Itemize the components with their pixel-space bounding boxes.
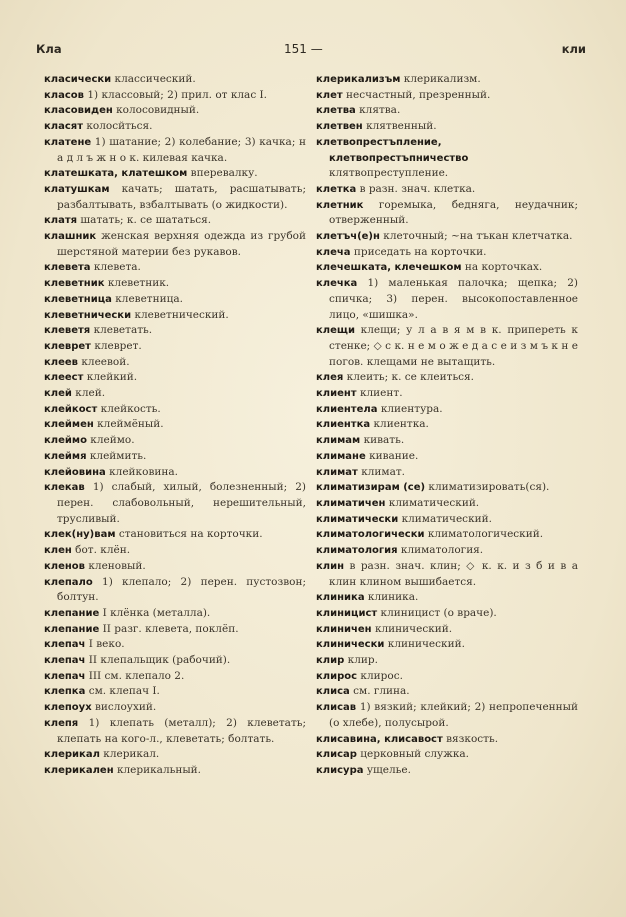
entry-definition: женская верхняя одежда из грубой шерстяной материи без рукавов.	[57, 230, 306, 258]
dictionary-entry	[316, 323, 578, 370]
entry-headword: клечешката, клечешком	[316, 262, 462, 274]
entry-headword: клейовина	[44, 466, 106, 478]
entry-definition: клир.	[347, 654, 378, 667]
entry-definition: несчастный, презренный.	[346, 88, 491, 101]
dictionary-entry	[44, 229, 306, 260]
dictionary-entry	[44, 606, 306, 622]
entry-definition: вперевалку.	[190, 167, 258, 180]
entry-definition: климатический.	[401, 512, 492, 525]
entry-definition: на корточках.	[464, 261, 543, 274]
entry-headword: клетка	[316, 183, 357, 195]
dictionary-entry	[44, 213, 306, 229]
entry-headword: клеча	[316, 246, 351, 258]
entry-definition: классический.	[114, 73, 196, 85]
entry-definition: кивание.	[369, 449, 419, 462]
entry-headword: клиентка	[316, 419, 371, 431]
dictionary-entry	[316, 559, 578, 590]
entry-headword: клекав	[44, 482, 85, 494]
entry-definition: клятвенный.	[366, 120, 437, 133]
dictionary-entry	[316, 88, 578, 104]
dictionary-entry	[44, 700, 306, 716]
dictionary-entry	[44, 449, 306, 465]
entry-definition: приседать на корточки.	[353, 245, 487, 258]
entry-definition: становиться на корточки.	[118, 528, 263, 541]
dictionary-entry	[316, 543, 578, 559]
entry-definition: качать; шатать, расшатывать; разбалтывать, взбалтывать (о жидкости).	[57, 182, 306, 211]
dictionary-entry	[316, 512, 578, 528]
entry-definition: климат.	[361, 465, 405, 478]
entry-definition: III см. клепало 2.	[88, 669, 185, 682]
dictionary-entry	[44, 402, 306, 418]
dictionary-entry	[316, 684, 578, 700]
entry-headword: класически	[44, 74, 112, 85]
dictionary-entry	[316, 245, 578, 261]
entry-headword: класят	[44, 121, 84, 133]
entry-headword: клен	[44, 545, 72, 557]
entry-headword: клисав	[316, 702, 357, 714]
header-left-guideword: Кла	[36, 42, 62, 56]
entry-definition: климатология.	[400, 544, 484, 557]
dictionary-entry	[44, 292, 306, 308]
entry-headword: клет	[316, 89, 343, 101]
entry-headword: клеветнически	[44, 309, 132, 321]
entry-definition: 1) вязкий; клейкий; 2) непропеченный (о хлебе), полусырой.	[329, 701, 579, 729]
entry-definition: колосйться.	[86, 120, 153, 133]
dictionary-entry	[316, 527, 578, 543]
dictionary-entry	[44, 119, 306, 135]
entry-headword: клещи	[316, 325, 355, 337]
dictionary-entry	[44, 480, 306, 527]
dictionary-entry	[316, 763, 578, 779]
dictionary-entry	[44, 308, 306, 324]
dictionary-entry	[44, 72, 306, 88]
dictionary-entry	[316, 417, 578, 433]
dictionary-entry	[44, 763, 306, 779]
entry-definition: клеветник.	[107, 277, 170, 290]
entry-definition: колосовидный.	[116, 104, 200, 117]
entry-definition: клеточный; ~на тъкан клетчатка.	[383, 230, 573, 243]
dictionary-entry	[316, 669, 578, 685]
entry-definition: клевета.	[93, 261, 141, 274]
entry-headword: клепач	[44, 639, 86, 651]
entry-definition: см. клепач I.	[88, 685, 160, 698]
dictionary-entry	[316, 653, 578, 669]
entry-headword: клеймен	[44, 419, 94, 431]
entry-definition: клиентура.	[380, 402, 443, 415]
entry-headword: класов	[44, 89, 84, 101]
dictionary-entry	[44, 653, 306, 669]
entry-definition: клятва.	[359, 104, 401, 117]
entry-definition: в разн. знач. клин; ◇ к. к. и з б и в а клин клином вышибается.	[329, 559, 578, 588]
entry-headword: клепач	[44, 655, 86, 667]
entry-headword: клирос	[316, 670, 358, 682]
entry-headword: клерикализъм	[316, 74, 401, 85]
header-right-guideword: кли	[561, 42, 586, 56]
entry-definition: II клепальщик (рабочий).	[88, 654, 231, 667]
dictionary-entry	[44, 182, 306, 213]
entry-headword: климане	[316, 450, 366, 462]
entry-definition: клиницист (о враче).	[380, 606, 497, 619]
entry-definition: II разг. клевета, поклёп.	[102, 622, 239, 635]
dictionary-entry	[44, 323, 306, 339]
entry-definition: климатизировать(ся).	[428, 481, 550, 494]
dictionary-entry	[44, 622, 306, 638]
entry-headword: клиент	[316, 388, 357, 400]
entry-headword: клерикален	[44, 764, 114, 776]
entry-definition: ущелье.	[366, 763, 411, 776]
dictionary-entry	[44, 135, 306, 166]
dictionary-entry	[44, 417, 306, 433]
dictionary-entry	[44, 669, 306, 685]
entry-definition: в разн. знач. клетка.	[359, 182, 476, 195]
entry-headword: клин	[316, 560, 345, 572]
entry-definition: клиент.	[359, 387, 403, 400]
dictionary-entry	[316, 449, 578, 465]
entry-headword: клепоух	[44, 702, 92, 714]
dictionary-entry	[44, 559, 306, 575]
entry-definition: клейковина.	[109, 465, 178, 478]
entry-headword: клатушкам	[44, 183, 110, 195]
dictionary-entry	[44, 527, 306, 543]
dictionary-entry	[44, 386, 306, 402]
entry-headword: клеветница	[44, 293, 112, 305]
entry-headword: клепание	[44, 623, 100, 635]
entry-headword: клисар	[316, 749, 357, 761]
dictionary-entry	[44, 370, 306, 386]
entry-headword: климатологически	[316, 529, 425, 541]
entry-definition: клеймо.	[90, 434, 135, 447]
entry-definition: 1) клепало; 2) перен. пустозвон; болтун.	[57, 575, 306, 604]
entry-headword: клек(ну)вам	[44, 529, 116, 541]
dictionary-entry	[316, 182, 578, 198]
entry-definition: церковный служка.	[360, 748, 470, 761]
entry-definition: клеветнический.	[134, 308, 229, 321]
dictionary-entry	[316, 496, 578, 512]
dictionary-entry	[316, 386, 578, 402]
entry-headword: клатешката, клатешком	[44, 168, 188, 180]
entry-definition: кленовый.	[88, 559, 146, 572]
entry-definition: клейкий.	[86, 371, 138, 384]
entry-definition: клиника.	[367, 591, 419, 604]
dictionary-entry	[316, 700, 578, 731]
entry-definition: клеветать.	[93, 324, 153, 337]
entry-headword: клатене	[44, 136, 92, 148]
entry-headword: клепач	[44, 670, 86, 682]
entry-definition: клеить; к. се клеиться.	[346, 371, 474, 384]
entry-headword: клей	[44, 388, 72, 400]
dictionary-entry	[316, 622, 578, 638]
dictionary-entry	[316, 590, 578, 606]
dictionary-entry	[316, 72, 578, 88]
entry-definition: клинический.	[387, 638, 465, 651]
entry-definition: горемыка, бедняга, неудачник; отверженный.	[329, 198, 578, 227]
entry-definition: клерикализм.	[403, 73, 481, 85]
entry-definition: клирос.	[360, 669, 403, 682]
entry-definition: клейкость.	[100, 402, 161, 415]
dictionary-entry	[316, 732, 578, 748]
entry-headword: клепя	[44, 717, 79, 729]
dictionary-entry	[316, 103, 578, 119]
entry-headword: клир	[316, 655, 345, 667]
entry-definition: I веко.	[88, 638, 125, 651]
entry-headword: климам	[316, 435, 361, 447]
dictionary-entry	[44, 339, 306, 355]
dictionary-entry	[44, 465, 306, 481]
dictionary-entry	[44, 276, 306, 292]
dictionary-entry	[44, 103, 306, 119]
entry-headword: клепало	[44, 576, 93, 588]
dictionary-entry	[316, 402, 578, 418]
entry-definition: 1) слабый, хилый, болезненный; 2) перен. слабовольный, нерешительный, трусливый.	[57, 481, 306, 525]
right-column	[316, 72, 578, 779]
entry-definition: клерикал.	[103, 748, 160, 761]
entry-headword: клиничен	[316, 623, 372, 635]
dictionary-entry	[316, 606, 578, 622]
left-column	[44, 72, 306, 779]
dictionary-entry	[316, 370, 578, 386]
entry-headword: клашник	[44, 231, 97, 243]
entry-headword: климатически	[316, 513, 399, 525]
entry-headword: клеев	[44, 356, 79, 368]
entry-headword: клетъч(е)н	[316, 231, 380, 243]
entry-definition: климатический.	[388, 496, 480, 509]
dictionary-entry	[44, 575, 306, 606]
entry-headword: клеветя	[44, 325, 91, 337]
entry-definition: клещи; у л а в я м в к. припереть к стенке; ◇ с к. н е м о ж е д а с е и з м ъ к н е погов. клещами не вытащить.	[329, 324, 578, 368]
entry-headword: клепание	[44, 607, 100, 619]
dictionary-entry	[44, 433, 306, 449]
entry-headword: клея	[316, 372, 344, 384]
page-number: 151 —	[284, 42, 323, 56]
entry-definition: кивать.	[363, 434, 405, 447]
entry-headword: клеймо	[44, 435, 87, 447]
dictionary-entry	[44, 543, 306, 559]
entry-headword: клеврет	[44, 340, 91, 352]
entry-definition: 1) маленькая палочка; щепка; 2) спичка; 3) перен. высокопоставленное лицо, «шишка».	[329, 277, 579, 321]
entry-headword: клепка	[44, 686, 86, 698]
entry-definition: бот. клён.	[75, 544, 131, 557]
entry-definition: клерикальный.	[116, 763, 202, 776]
entry-definition: клеветница.	[115, 292, 183, 305]
entry-headword: клетник	[316, 199, 364, 211]
entry-headword: клатя	[44, 215, 78, 227]
entry-definition: клеврет.	[94, 339, 142, 352]
entry-definition: клеймить.	[89, 449, 147, 462]
entry-definition: клеевой.	[81, 355, 130, 368]
dictionary-entry	[316, 119, 578, 135]
entry-definition: клеймёный.	[97, 418, 164, 431]
dictionary-entry	[316, 276, 578, 323]
dictionary-entry	[44, 684, 306, 700]
dictionary-entry	[316, 260, 578, 276]
entry-headword: кленов	[44, 560, 86, 572]
entry-definition: 1) клепать (металл); 2) клеветать; клепать на кого-л., клеветать; болтать.	[57, 716, 307, 745]
dictionary-entry	[44, 260, 306, 276]
entry-definition: 1) классовый; 2) прил. от клас I.	[87, 88, 268, 101]
entry-headword: клетва	[316, 105, 356, 117]
entry-headword: климатология	[316, 545, 398, 557]
entry-headword: класовиден	[44, 105, 113, 117]
dictionary-entry	[316, 198, 578, 229]
entry-definition: клиентка.	[373, 418, 429, 431]
entry-definition: вислоухий.	[95, 701, 157, 714]
entry-headword: клисавина, клисавост	[316, 733, 443, 745]
entry-definition: клинический.	[374, 622, 453, 635]
dictionary-entry	[44, 637, 306, 653]
dictionary-entry	[316, 465, 578, 481]
entry-headword: клерикал	[44, 749, 100, 761]
dictionary-entry	[316, 480, 578, 496]
page-header	[36, 42, 586, 62]
entry-headword: клиса	[316, 686, 350, 698]
entry-definition: I клёнка (металла).	[102, 606, 211, 619]
entry-headword: клеветник	[44, 278, 105, 290]
dictionary-entry	[44, 355, 306, 371]
dictionary-entry	[316, 747, 578, 763]
entry-headword: климатизирам (се)	[316, 482, 426, 494]
dictionary-entry	[44, 166, 306, 182]
entry-headword: клисура	[316, 764, 364, 776]
entry-definition: шатать; к. се шататься.	[80, 214, 212, 227]
entry-definition: климатологический.	[427, 528, 544, 541]
entry-headword: клечка	[316, 278, 358, 290]
entry-headword: клинически	[316, 639, 385, 651]
dictionary-entry	[316, 433, 578, 449]
entry-definition: 1) шатание; 2) колебание; 3) качка; н а д л ъ ж н о к. килевая качка.	[57, 135, 306, 164]
entry-definition: см. глина.	[353, 685, 410, 698]
dictionary-entry	[44, 88, 306, 104]
entry-headword: клиентела	[316, 403, 378, 415]
entry-headword: клеест	[44, 372, 84, 384]
entry-headword: клеймя	[44, 450, 87, 462]
dictionary-entry	[44, 716, 306, 747]
entry-definition: вязкость.	[446, 732, 499, 745]
dictionary-entry	[316, 637, 578, 653]
entry-headword: клиника	[316, 592, 365, 604]
dictionary-entry	[44, 747, 306, 763]
entry-headword: клейкост	[44, 403, 98, 415]
entry-headword: клетвен	[316, 121, 363, 133]
entry-headword: клевета	[44, 262, 91, 274]
dictionary-entry	[316, 229, 578, 245]
entry-definition: клей.	[75, 387, 106, 400]
entry-definition: клятвопреступление.	[329, 167, 449, 180]
entry-headword: климат	[316, 466, 358, 478]
entry-headword: климатичен	[316, 497, 386, 509]
dictionary-entry	[316, 135, 578, 182]
entry-headword: клетвопрестъпление, клетвопрестъпничество	[316, 136, 469, 164]
entry-headword: клиницист	[316, 607, 378, 619]
